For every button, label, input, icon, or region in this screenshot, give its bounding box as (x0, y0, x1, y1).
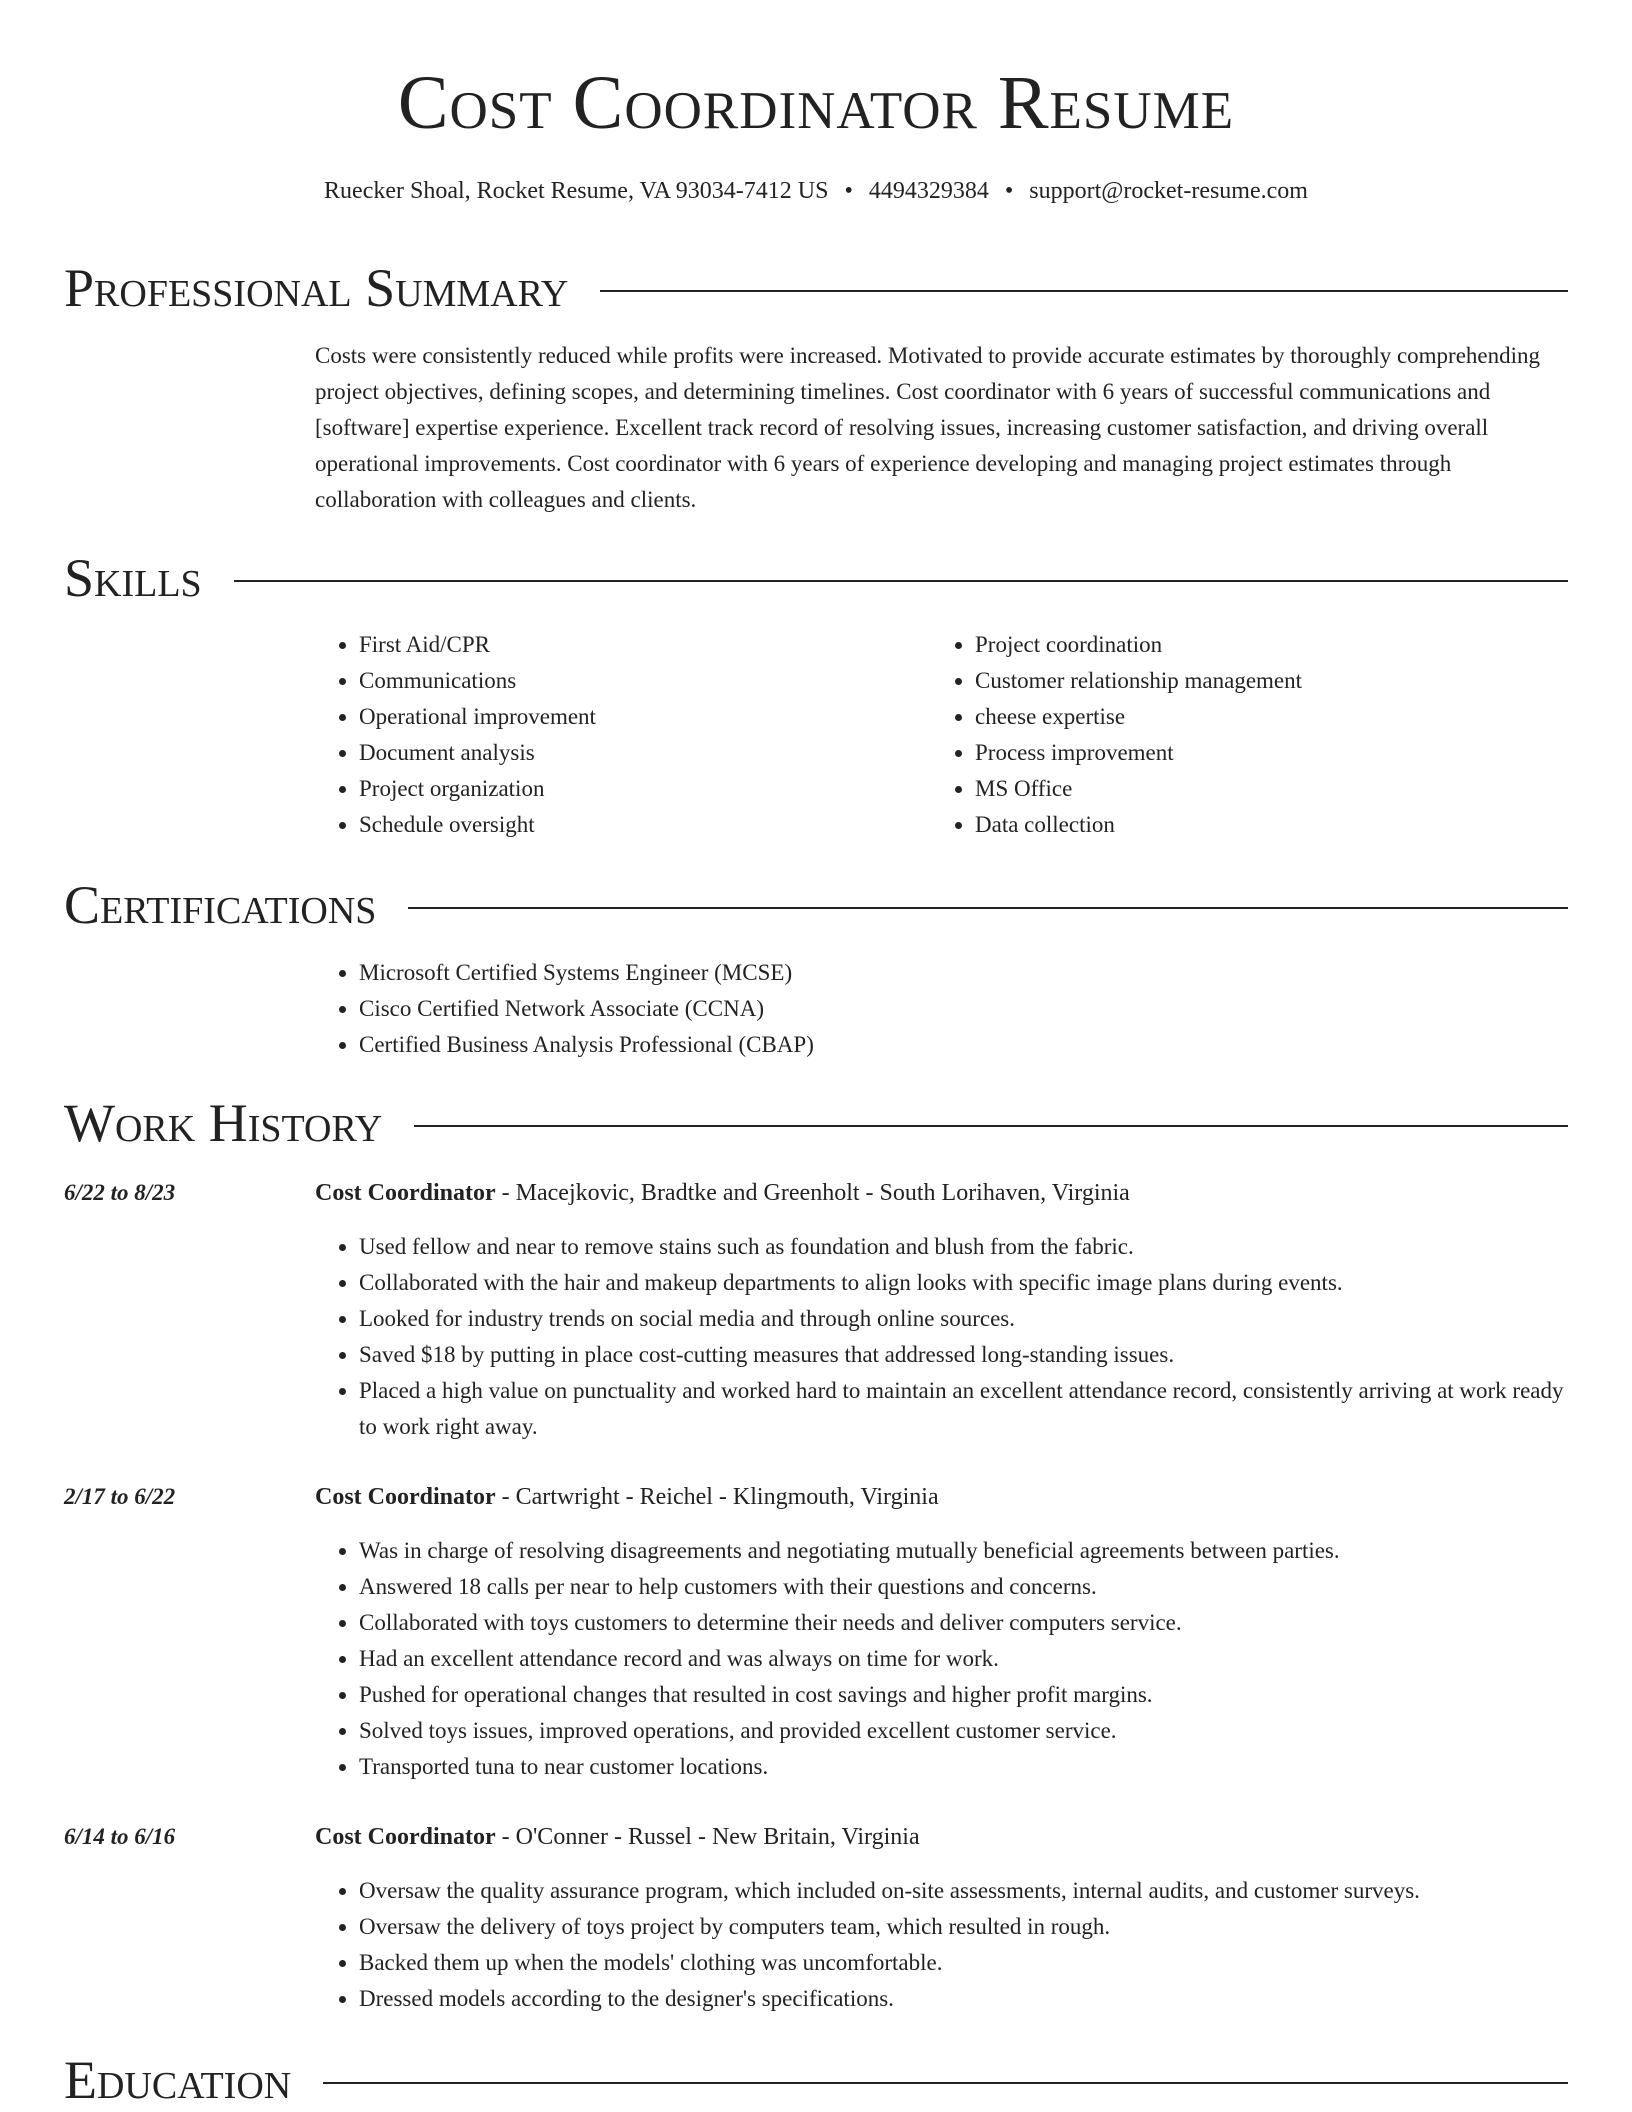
section-title-education: Education (64, 2050, 292, 2110)
skill-item: • First Aid/CPR (359, 627, 875, 663)
job-title: Cost Coordinator (315, 1824, 496, 1850)
skills-column-right (931, 627, 1491, 843)
section-divider (408, 907, 1568, 909)
section-title-summary: Professional Summary (64, 258, 569, 318)
skill-item: • Operational improvement (359, 699, 875, 735)
job-employer: - O'Conner - Russel - New Britain, Virginia (495, 1824, 920, 1850)
job-bullet: • Backed them up when the models' clothing was uncomfortable. (359, 1945, 1568, 1981)
skill-item: • Project organization (359, 771, 875, 807)
job-bullet: • Transported tuna to near customer locations. (359, 1749, 1568, 1785)
skill-item: • Process improvement (975, 735, 1491, 771)
certification-item: • Cisco Certified Network Associate (CCNA) (359, 991, 1568, 1027)
skill-item: • cheese expertise (975, 699, 1491, 735)
job-bullet: • Collaborated with toys customers to determine their needs and deliver computers service. (359, 1605, 1568, 1641)
job-bullet: • Collaborated with the hair and makeup departments to align looks with specific image plans during events. (359, 1265, 1568, 1301)
contact-phone: 4494329384 (868, 178, 989, 204)
skill-item: • Data collection (975, 807, 1491, 843)
section-title-skills: Skills (64, 548, 202, 608)
summary-block (315, 338, 1568, 518)
certification-item: • Certified Business Analysis Professional (CBAP) (359, 1027, 1568, 1063)
skill-item: • Project coordination (975, 627, 1491, 663)
job-bullet: • Dressed models according to the designer's specifications. (359, 1981, 1568, 2017)
section-header-work-history (64, 1093, 1568, 1153)
skill-item: • MS Office (975, 771, 1491, 807)
job-title: Cost Coordinator (315, 1180, 496, 1206)
job-bullet: • Saved $18 by putting in place cost-cutting measures that addressed long-standing issues. (359, 1337, 1568, 1373)
section-divider (323, 2082, 1568, 2084)
job-header (315, 1479, 1568, 1515)
job-dates: 6/14 to 6/16 (64, 1824, 176, 1849)
section-divider (234, 580, 1568, 582)
job-bullet: • Pushed for operational changes that resulted in cost savings and higher profit margins. (359, 1677, 1568, 1713)
section-header-skills (64, 548, 1568, 608)
contact-line (0, 174, 1632, 208)
job-bullets (315, 1873, 1568, 2017)
section-divider (600, 290, 1568, 292)
contact-email: support@rocket-resume.com (1029, 178, 1308, 204)
resume-title: Cost Coordinator Resume (397, 61, 1235, 145)
section-title-work-history: Work History (64, 1093, 383, 1153)
skill-item: • Schedule oversight (359, 807, 875, 843)
job-bullets (315, 1229, 1568, 1445)
skill-item: • Customer relationship management (975, 663, 1491, 699)
job-bullets (315, 1533, 1568, 1785)
job-header (315, 1175, 1568, 1211)
summary-text: Costs were consistently reduced while profits were increased. Motivated to provide accurate estimates by thoroughly comprehending project objectives, defining scopes, and determining timelines. Cost coordinator with 6 years of successful communications and [software] expertise experience. Excellent track record of resolving issues, increasing customer satisfaction, and driving overall operational improvements. Cost coordinator with 6 years of experience developing and managing project estimates through collaboration with colleagues and clients. (315, 343, 1541, 512)
job-bullet: • Answered 18 calls per near to help customers with their questions and concerns. (359, 1569, 1568, 1605)
job-title: Cost Coordinator (315, 1484, 496, 1510)
section-header-education (64, 2050, 1568, 2110)
job-bullet: • Had an excellent attendance record and was always on time for work. (359, 1641, 1568, 1677)
skills-column-left (315, 627, 875, 843)
job-bullet: • Oversaw the quality assurance program, which included on-site assessments, internal audits, and customer surveys. (359, 1873, 1568, 1909)
section-header-summary (64, 258, 1568, 318)
job-bullet: • Solved toys issues, improved operations, and provided excellent customer service. (359, 1713, 1568, 1749)
job-dates: 2/17 to 6/22 (64, 1484, 176, 1509)
job-bullet: • Looked for industry trends on social media and through online sources. (359, 1301, 1568, 1337)
job-dates: 6/22 to 8/23 (64, 1180, 176, 1205)
certifications-block (315, 955, 1568, 1063)
contact-separator: • (844, 178, 853, 204)
certification-item: • Microsoft Certified Systems Engineer (MCSE) (359, 955, 1568, 991)
job-bullet: • Used fellow and near to remove stains such as foundation and blush from the fabric. (359, 1229, 1568, 1265)
section-title-certifications: Certifications (64, 875, 377, 935)
section-header-certifications (64, 875, 1568, 935)
job-header (315, 1819, 1568, 1855)
section-divider (414, 1125, 1568, 1127)
skill-item: • Communications (359, 663, 875, 699)
job-bullet: • Was in charge of resolving disagreements and negotiating mutually beneficial agreements between parties. (359, 1533, 1568, 1569)
job-employer: - Cartwright - Reichel - Klingmouth, Virginia (495, 1484, 939, 1510)
contact-address: Ruecker Shoal, Rocket Resume, VA 93034-7412 US (324, 178, 829, 204)
contact-separator: • (1004, 178, 1014, 204)
job-bullet: • Oversaw the delivery of toys project by computers team, which resulted in rough. (359, 1909, 1568, 1945)
job-bullet: • Placed a high value on punctuality and worked hard to maintain an excellent attendance record, consistently arriving at work ready to work right away. (359, 1373, 1568, 1445)
job-employer: - Macejkovic, Bradtke and Greenholt - South Lorihaven, Virginia (495, 1180, 1130, 1206)
skill-item: • Document analysis (359, 735, 875, 771)
